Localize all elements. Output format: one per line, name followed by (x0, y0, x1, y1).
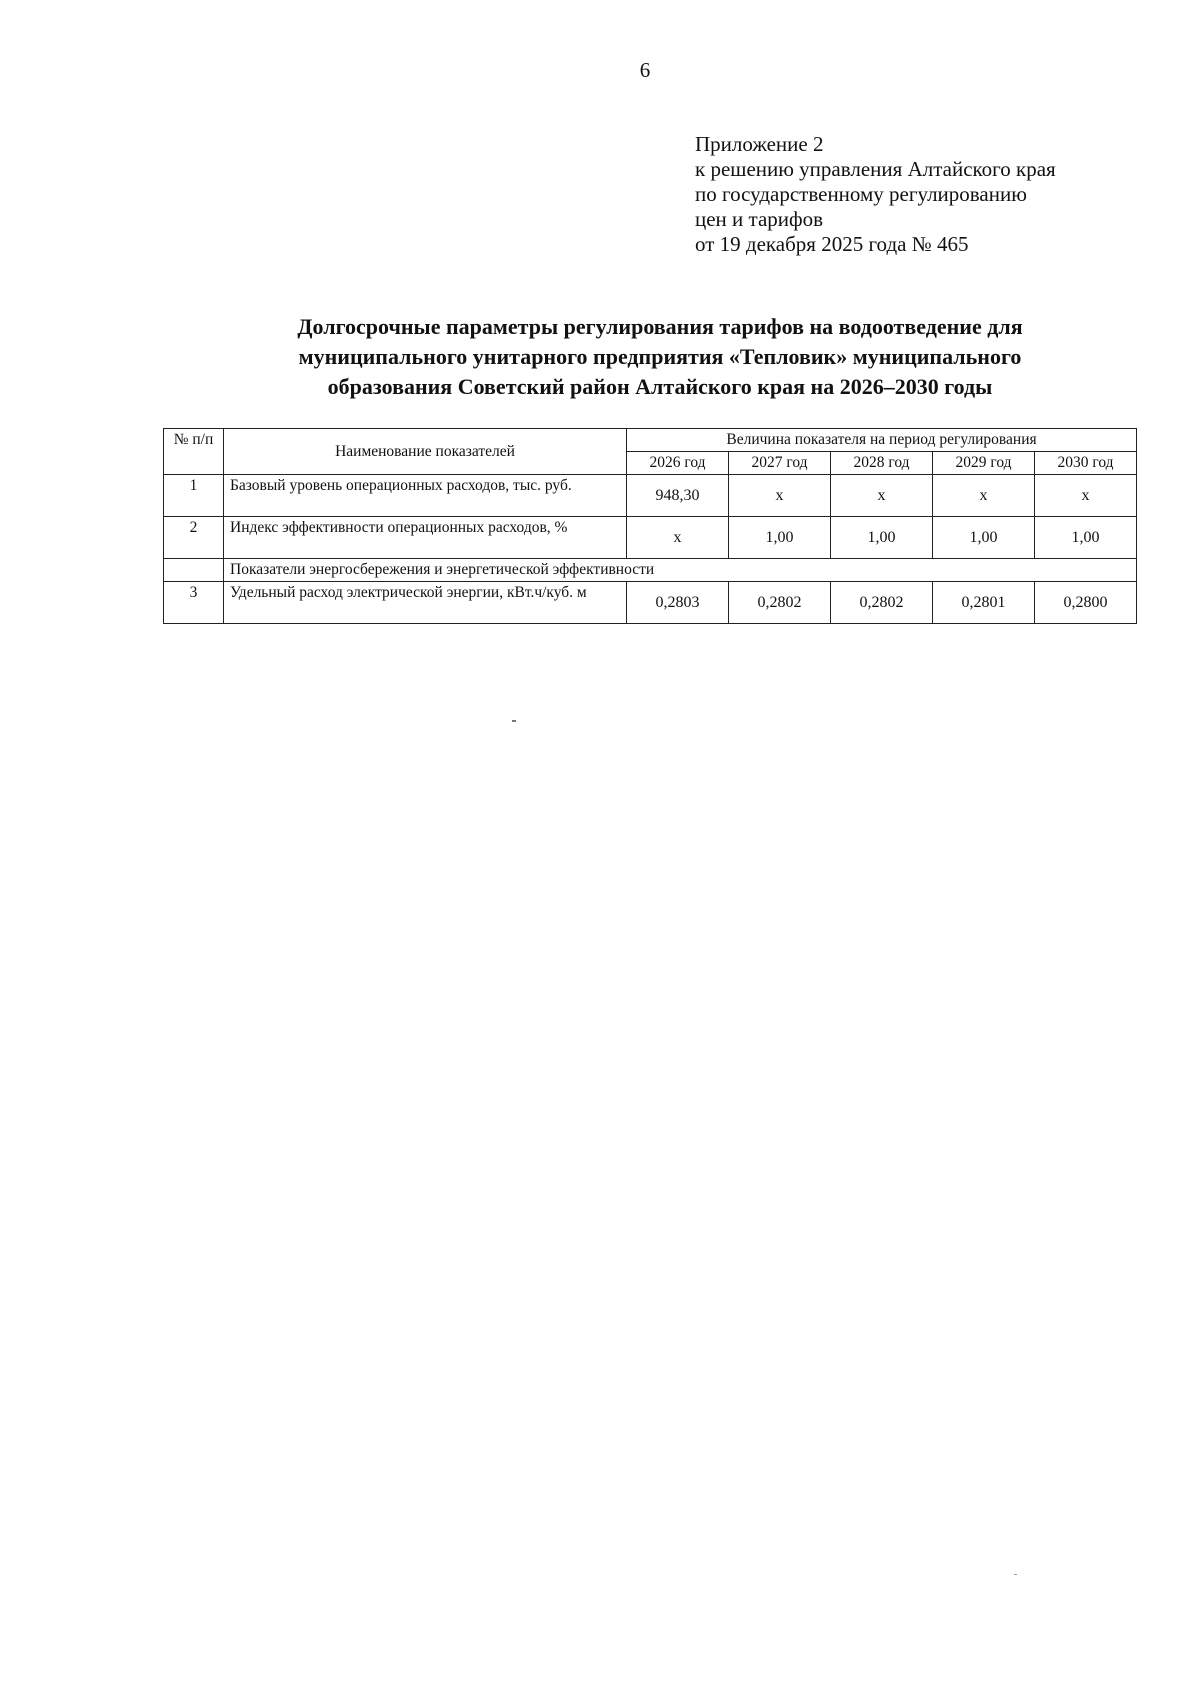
appendix-line: цен и тарифов (695, 207, 824, 231)
row-value: х (627, 517, 729, 559)
document-title (160, 312, 1160, 402)
header-year: 2029 год (933, 452, 1035, 475)
header-year: 2026 год (627, 452, 729, 475)
header-year: 2028 год (831, 452, 933, 475)
table-row (164, 475, 1137, 517)
row-value: х (729, 475, 831, 517)
row-value: х (1035, 475, 1137, 517)
scan-speck (1014, 1574, 1017, 1575)
title-line: Долгосрочные параметры регулирования тарифов на водоотведение для (297, 314, 1023, 339)
row-name: Индекс эффективности операционных расходов, % (224, 517, 627, 559)
row-value: 1,00 (1035, 517, 1137, 559)
row-value: 948,30 (627, 475, 729, 517)
appendix-line: по государственному регулированию (695, 182, 1027, 206)
title-line: образования Советский район Алтайского края на 2026–2030 годы (327, 374, 993, 399)
section-row (164, 559, 1137, 582)
row-value: 1,00 (729, 517, 831, 559)
header-num: № п/п (164, 429, 224, 475)
row-name: Базовый уровень операционных расходов, тыс. руб. (224, 475, 627, 517)
scan-speck (512, 720, 516, 722)
appendix-line: от 19 декабря 2025 года № 465 (695, 232, 969, 256)
table-header-row (164, 429, 1137, 452)
section-title: Показатели энергосбережения и энергетической эффективности (224, 559, 1137, 582)
page-number: 6 (639, 58, 651, 82)
row-value: 0,2802 (729, 582, 831, 624)
section-num-empty (164, 559, 224, 582)
row-num: 1 (164, 475, 224, 517)
row-value: 0,2803 (627, 582, 729, 624)
header-name: Наименование показателей (224, 429, 627, 475)
row-num: 3 (164, 582, 224, 624)
appendix-line: к решению управления Алтайского края (695, 157, 1056, 181)
row-value: 0,2800 (1035, 582, 1137, 624)
header-period: Величина показателя на период регулирования (627, 429, 1137, 452)
header-year: 2027 год (729, 452, 831, 475)
row-num: 2 (164, 517, 224, 559)
table-row (164, 517, 1137, 559)
header-year: 2030 год (1035, 452, 1137, 475)
row-value: 0,2801 (933, 582, 1035, 624)
row-value: х (831, 475, 933, 517)
appendix-block (695, 132, 1175, 257)
row-name: Удельный расход электрической энергии, кВт.ч/куб. м (224, 582, 627, 624)
title-line: муниципального унитарного предприятия «Тепловик» муниципального (298, 344, 1022, 369)
parameters-table (163, 428, 1137, 624)
row-value: 1,00 (831, 517, 933, 559)
table-row (164, 582, 1137, 624)
row-value: 0,2802 (831, 582, 933, 624)
row-value: х (933, 475, 1035, 517)
appendix-line: Приложение 2 (695, 132, 824, 156)
row-value: 1,00 (933, 517, 1035, 559)
